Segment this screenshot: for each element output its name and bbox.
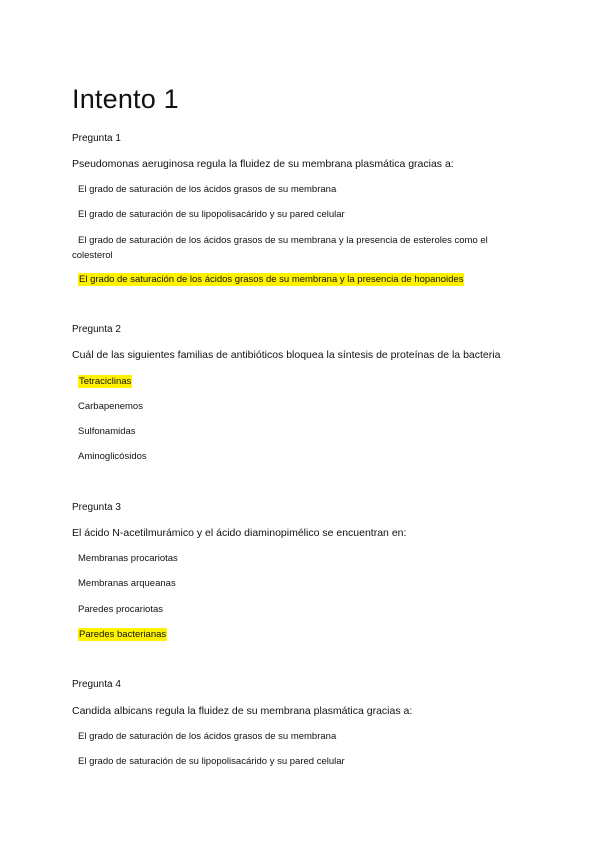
question-2-option-2: Carbapenemos xyxy=(78,401,143,412)
question-4-text: Candida albicans regula la fluidez de su membrana plasmática gracias a: xyxy=(72,705,413,717)
question-4-label: Pregunta 4 xyxy=(72,679,121,690)
question-3-label: Pregunta 3 xyxy=(72,502,121,513)
question-4-option-1: El grado de saturación de los ácidos grasos de su membrana xyxy=(78,731,337,742)
question-2-option-1-highlighted xyxy=(78,375,132,390)
highlighted-answer: El grado de saturación de los ácidos grasos de su membrana y la presencia de hopanoides xyxy=(79,274,464,285)
highlighted-answer: Tetraciclinas xyxy=(79,376,132,387)
question-3-option-2: Membranas arqueanas xyxy=(78,578,176,589)
page-title: Intento 1 xyxy=(72,84,179,114)
question-3-option-3: Paredes procariotas xyxy=(78,604,164,615)
question-1-option-4-highlighted xyxy=(78,273,464,288)
question-2-option-3: Sulfonamidas xyxy=(78,426,136,437)
question-4-option-2: El grado de saturación de su lipopolisacárido y su pared celular xyxy=(78,756,345,767)
question-2-text: Cuál de las siguientes familias de antibióticos bloquea la síntesis de proteínas de la bacteria xyxy=(72,349,501,361)
question-1-option-3: El grado de saturación de los ácidos grasos de su membrana y la presencia de esteroles como el colesterol xyxy=(72,235,488,261)
question-3-text: El ácido N-acetilmurámico y el ácido diaminopimélico se encuentran en: xyxy=(72,527,407,539)
question-2-option-4: Aminoglicósidos xyxy=(78,451,147,462)
question-1-option-1: El grado de saturación de los ácidos grasos de su membrana xyxy=(78,184,337,195)
question-3-option-1: Membranas procariotas xyxy=(78,553,178,564)
highlighted-answer: Paredes bacterianas xyxy=(79,629,167,640)
question-2-label: Pregunta 2 xyxy=(72,324,121,335)
question-1-option-2: El grado de saturación de su lipopolisacárido y su pared celular xyxy=(78,209,345,220)
question-1-text: Pseudomonas aeruginosa regula la fluidez de su membrana plasmática gracias a: xyxy=(72,158,454,170)
question-3-option-4-highlighted xyxy=(78,628,167,643)
question-1-label: Pregunta 1 xyxy=(72,133,121,144)
